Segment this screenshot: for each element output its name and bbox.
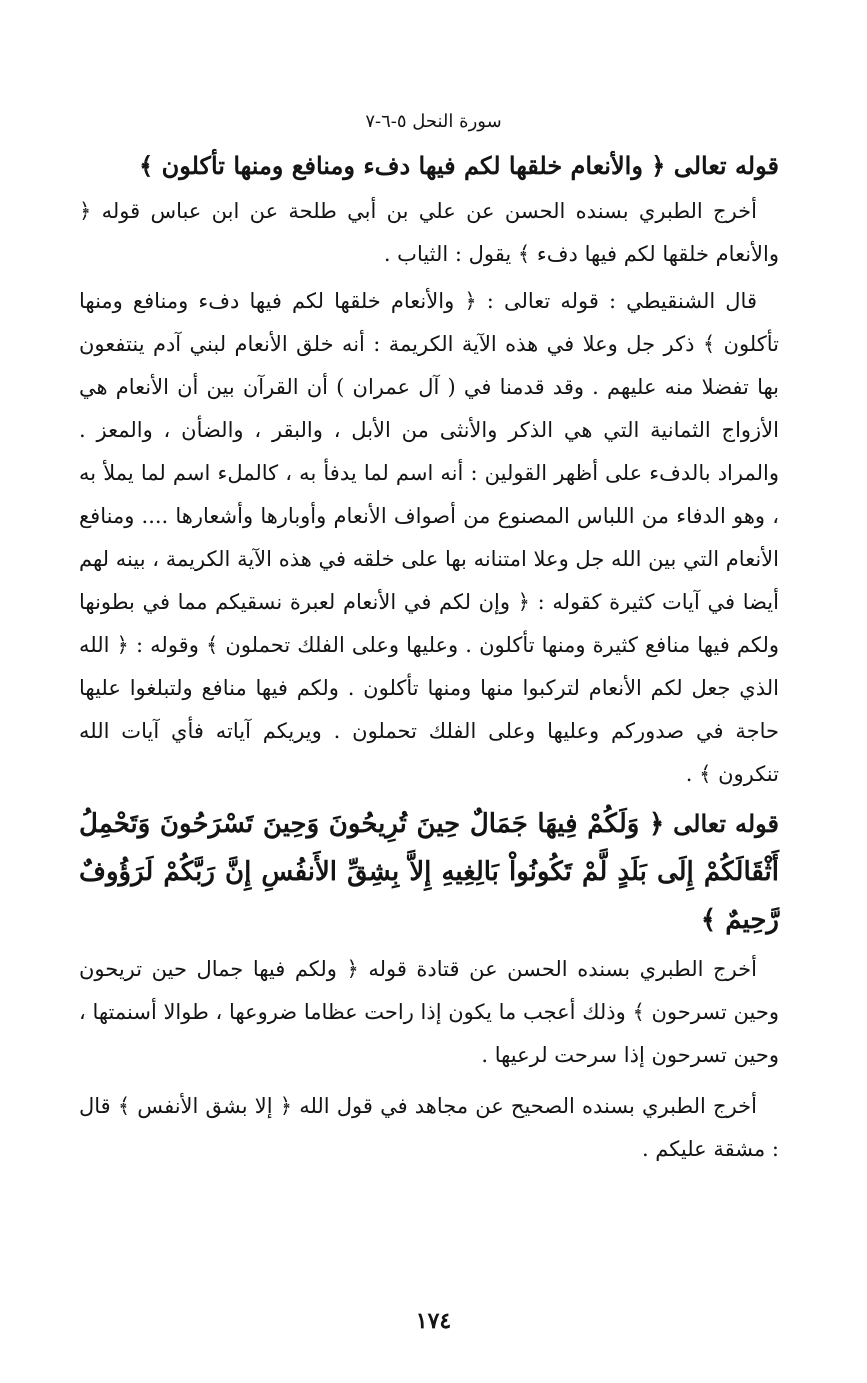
paragraph-tabari-ibn-abbas: أخرج الطبري بسنده الحسن عن علي بن أبي طلحة عن ابن عباس قوله ﴿ والأنعام خلقها لكم فيها دفء ﴾ يقول : الثياب .: [79, 199, 779, 266]
running-head: سورة النحل ٥-٦-٧: [365, 111, 502, 132]
paragraph-tabari-mujahid: أخرج الطبري بسنده الصحيح عن مجاهد في قول الله ﴿ إلا بشق الأنفس ﴾ قال : مشقة عليكم .: [79, 1094, 779, 1161]
section-heading-1: قوله تعالى ﴿ والأنعام خلقها لكم فيها دفء ومنافع ومنها تأكلون ﴾: [139, 151, 779, 180]
paragraph-shinqiti: قال الشنقيطي : قوله تعالى : ﴿ والأنعام خلقها لكم فيها دفء ومنافع ومنها تأكلون ﴾ ذكر جل وعلا في هذه الآية الكريمة : أنه خلق الأنعام لبني آدم ينتفعون بها تفضلا منه عليهم . وقد قدمنا في ( آل عمران ) أن القرآن بين أن الأنعام هي الأزواج الثمانية التي هي الذكر والأنثى من الأبل ، والبقر ، والضأن ، والمعز . والمراد بالدفء على أظهر القولين : أنه اسم لما يدفأ به ، كالملء اسم لما يملأ به ، وهو الدفاء من اللباس المصنوع من أصواف الأنعام وأوبارها وأشعارها .... ومنافع الأنعام التي بين الله جل وعلا امتنانه بها على خلقه في هذه الآية الكريمة ، بينه لهم أيضا في آيات كثيرة كقوله : ﴿ وإن لكم في الأنعام لعبرة نسقيكم مما في بطونها ولكم فيها منافع كثيرة ومنها تأكلون . وعليها وعلى الفلك تحملون ﴾ وقوله : ﴿ الله الذي جعل لكم الأنعام لتركبوا منها ومنها تأكلون . ولكم فيها منافع ولتبلغوا عليها حاجة في صدوركم وعليها وعلى الفلك تحملون . ويريكم آياته فأي آيات الله تنكرون ﴾ .: [79, 289, 779, 786]
page-number: ١٧٤: [415, 1308, 452, 1334]
paragraph-tabari-qatada: أخرج الطبري بسنده الحسن عن قتادة قوله ﴿ ولكم فيها جمال حين تريحون وحين تسرحون ﴾ وذلك أعجب ما يكون إذا راحت عظاما ضروعها ، طوالا أسنمتها ، وحين تسرحون إذا سرحت لرعيها .: [79, 957, 779, 1067]
heading-prefix: قوله تعالى: [673, 809, 780, 838]
section-heading-2: [79, 800, 779, 944]
heading-verse: ﴿ وَلَكُمْ فِيهَا جَمَالٌ حِينَ تُرِيحُونَ وَحِينَ تَسْرَحُونَ وَتَحْمِلُ أَثْقَالَكُمْ إِلَى بَلَدٍ لَّمْ تَكُونُواْ بَالِغِيهِ إِلاَّ بِشِقِّ الأَنفُسِ إِنَّ رَبَّكُمْ لَرَؤُوفٌ رَّحِيمٌ ﴾: [79, 809, 779, 935]
page-body: [79, 142, 779, 1171]
